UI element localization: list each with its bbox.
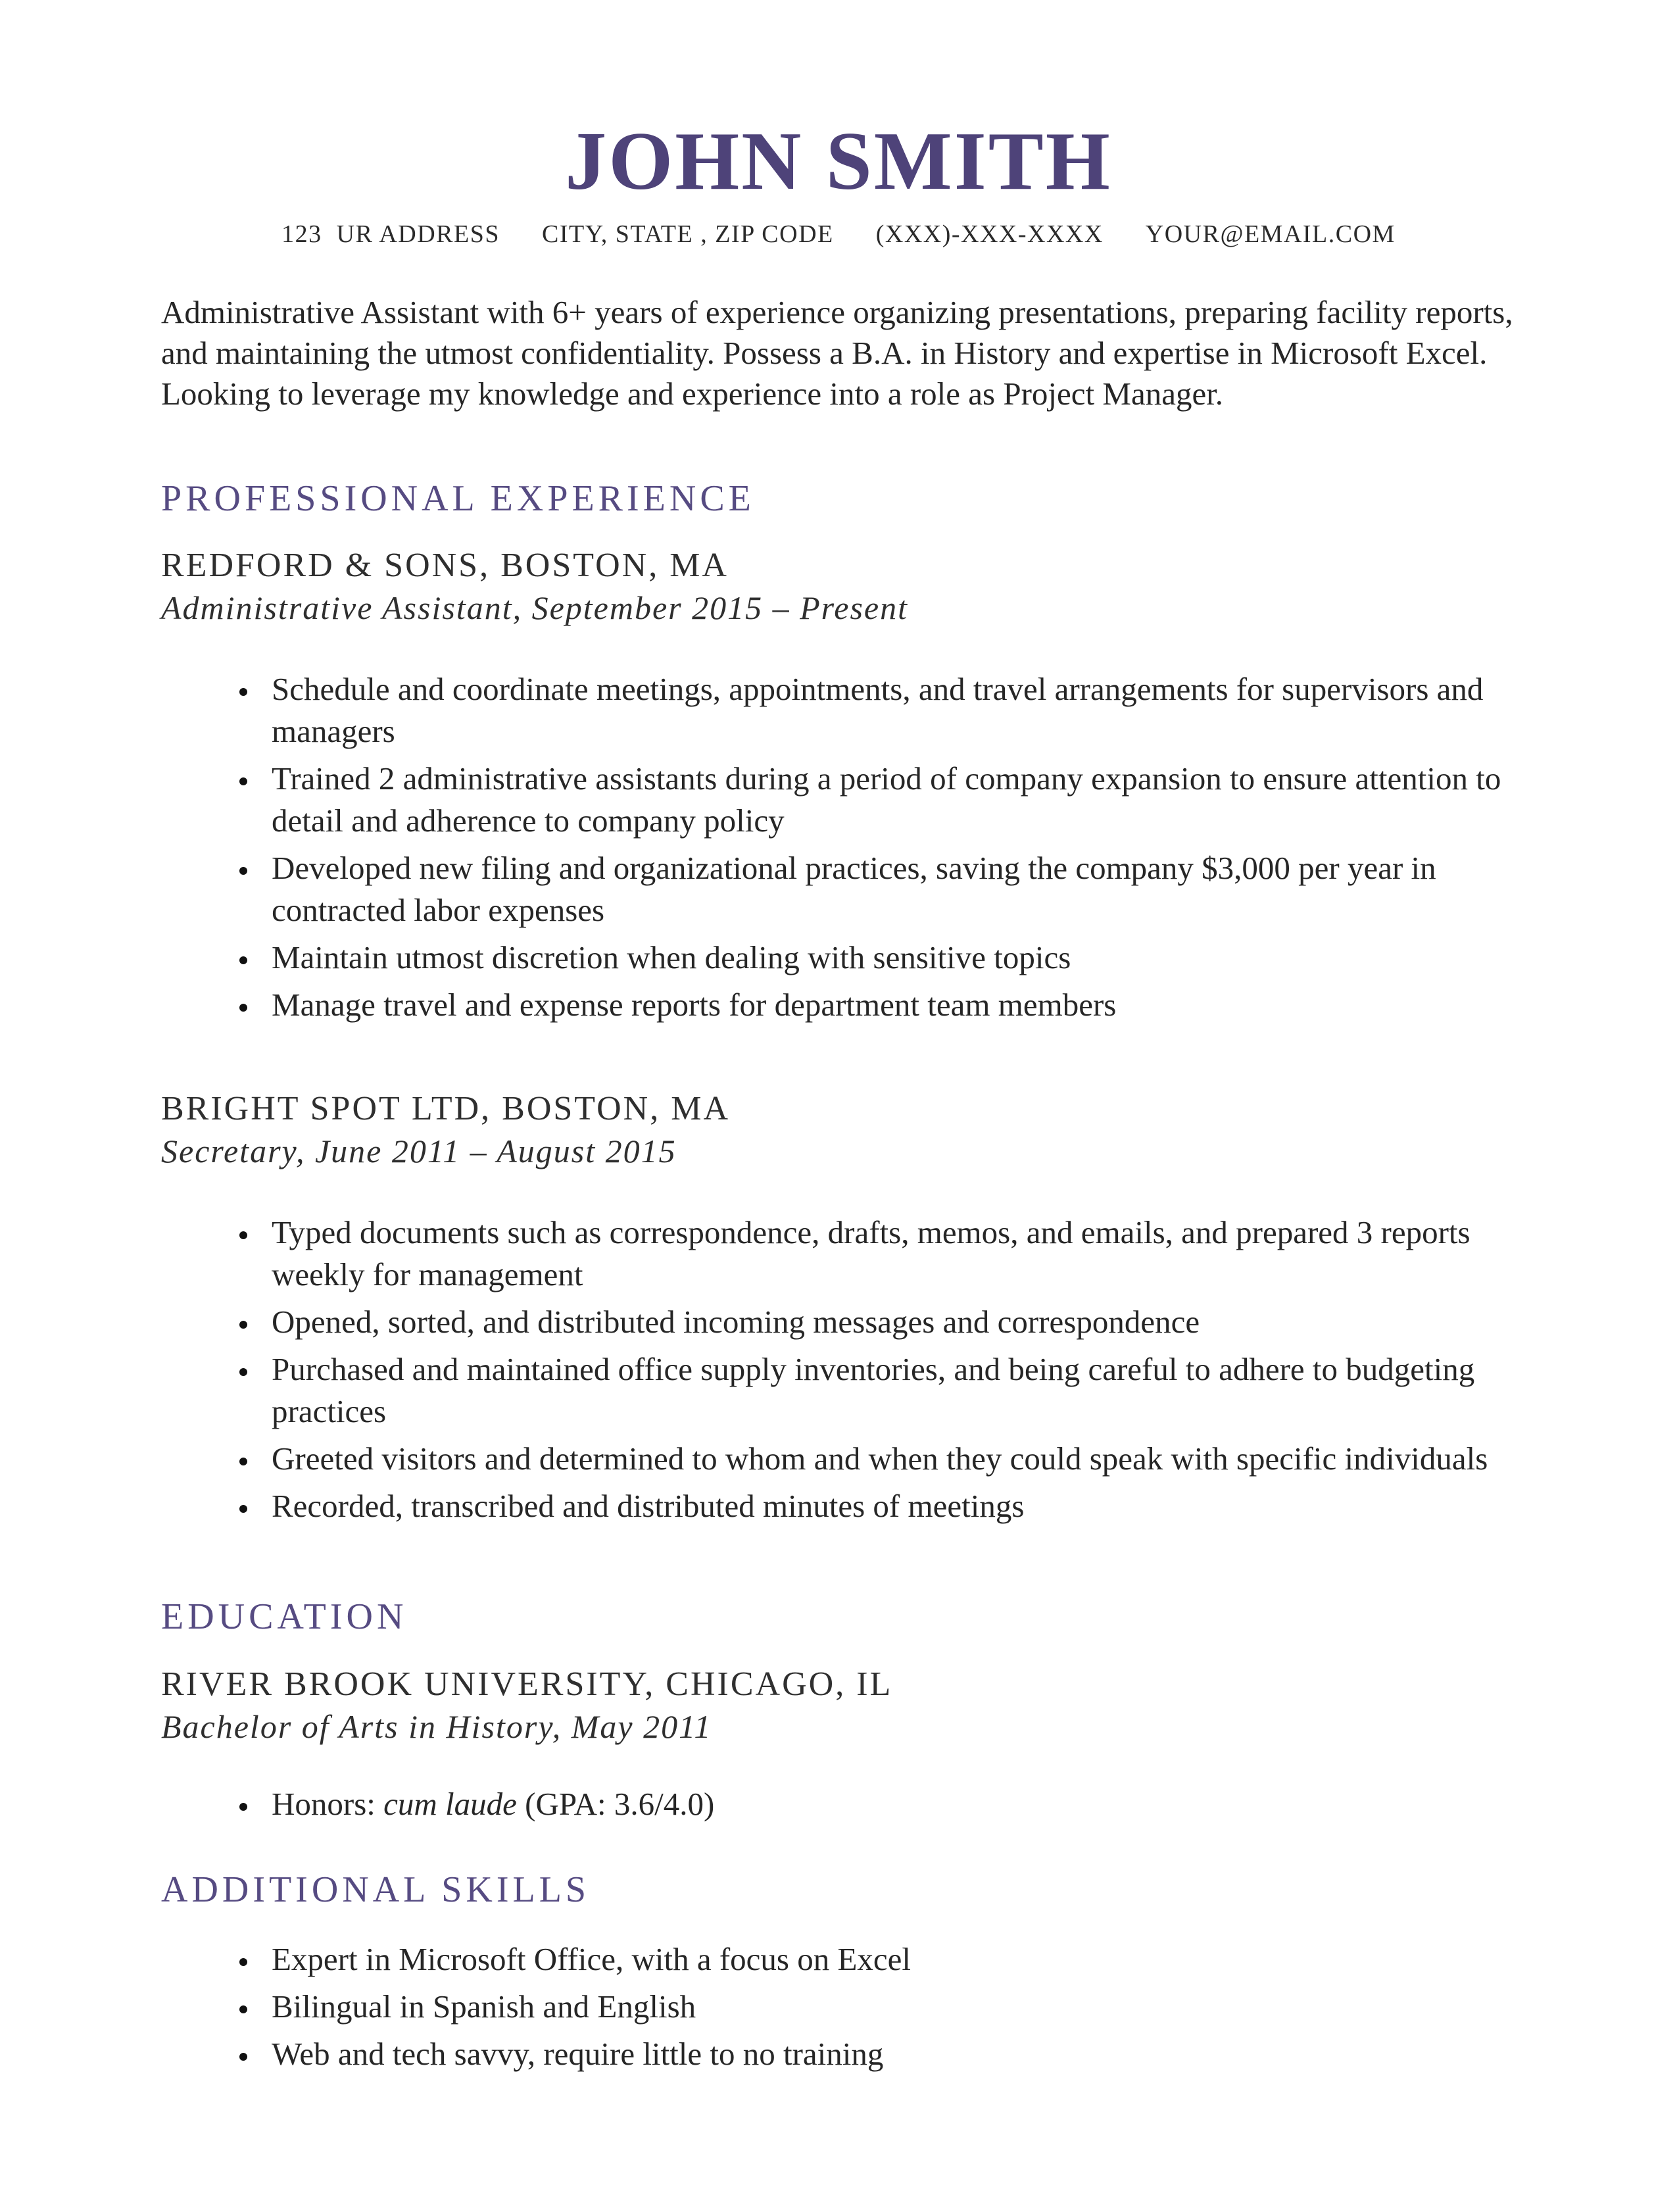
job-title-dates: Administrative Assistant, September 2015 – Present — [161, 589, 909, 627]
honors-prefix: Honors: — [272, 1785, 384, 1822]
job-bullet-list — [161, 1212, 1516, 1527]
section-additional-skills — [161, 1869, 1516, 2075]
job-company: BRIGHT SPOT LTD, BOSTON, MA — [161, 1090, 731, 1128]
skills-section-heading: ADDITIONAL SKILLS — [161, 1869, 591, 1910]
honors-latin: cum laude — [383, 1785, 517, 1822]
job-bullet: • Recorded, transcribed and distributed minutes of meetings — [260, 1485, 1516, 1527]
job-bullet: • Schedule and coordinate meetings, appointments, and travel arrangements for supervisors and managers — [260, 668, 1516, 752]
education-degree-dates: Bachelor of Arts in History, May 2011 — [161, 1708, 712, 1745]
education-section-heading: EDUCATION — [161, 1596, 408, 1638]
experience-section-heading: PROFESSIONAL EXPERIENCE — [161, 478, 755, 519]
job-bullet: • Trained 2 administrative assistants during a period of company expansion to ensure attention to detail and adherence to company policy — [260, 758, 1516, 842]
section-professional-experience — [161, 478, 1516, 1527]
resume-header — [161, 118, 1516, 250]
education-honors-bullet — [260, 1783, 1516, 1825]
job-bullet: • Maintain utmost discretion when dealing with sensitive topics — [260, 937, 1516, 979]
skills-bullet-list — [161, 1938, 1516, 2075]
job-bullet: • Manage travel and expense reports for department team members — [260, 984, 1516, 1026]
contact-row — [161, 220, 1516, 250]
education-bullet-list — [161, 1783, 1516, 1825]
person-name: JOHN SMITH — [565, 116, 1112, 207]
job-entry-redford-and-sons — [161, 546, 1516, 1026]
job-bullet: • Developed new filing and organizational practices, saving the company $3,000 per year in contracted labor expenses — [260, 847, 1516, 931]
education-school: RIVER BROOK UNIVERSITY, CHICAGO, IL — [161, 1665, 893, 1703]
skill-bullet: • Web and tech savvy, require little to no training — [260, 2033, 1516, 2075]
job-bullet-list — [161, 668, 1516, 1026]
summary-paragraph: Administrative Assistant with 6+ years of experience organizing presentations, preparing facility reports, and maintaining the utmost confidentiality. Possess a B.A. in History and expertise in Microsoft Excel. Looking to leverage my knowledge and experience into a role as Project Manager. — [161, 293, 1513, 412]
job-bullet: • Opened, sorted, and distributed incoming messages and correspondence — [260, 1301, 1516, 1343]
honors-gpa: (GPA: 3.6/4.0) — [516, 1785, 715, 1822]
job-entry-bright-spot-ltd — [161, 1089, 1516, 1527]
contact-segment: YOUR@EMAIL.COM — [1145, 220, 1396, 249]
skill-bullet: • Expert in Microsoft Office, with a focus on Excel — [260, 1938, 1516, 1980]
job-bullet: • Greeted visitors and determined to whom and when they could speak with specific individuals — [260, 1438, 1516, 1480]
job-company: REDFORD & SONS, BOSTON, MA — [161, 547, 729, 585]
job-title-dates: Secretary, June 2011 – August 2015 — [161, 1133, 677, 1170]
contact-segment: (XXX)-XXX-XXXX — [875, 220, 1104, 249]
job-bullet: • Typed documents such as correspondence, drafts, memos, and emails, and prepared 3 reports weekly for management — [260, 1212, 1516, 1296]
section-education — [161, 1596, 1516, 1825]
contact-segment: CITY, STATE , ZIP CODE — [541, 220, 834, 249]
skill-bullet: • Bilingual in Spanish and English — [260, 1986, 1516, 2028]
job-bullet: • Purchased and maintained office supply inventories, and being careful to adhere to budgeting practices — [260, 1348, 1516, 1433]
contact-segment: 123 UR ADDRESS — [281, 220, 500, 249]
